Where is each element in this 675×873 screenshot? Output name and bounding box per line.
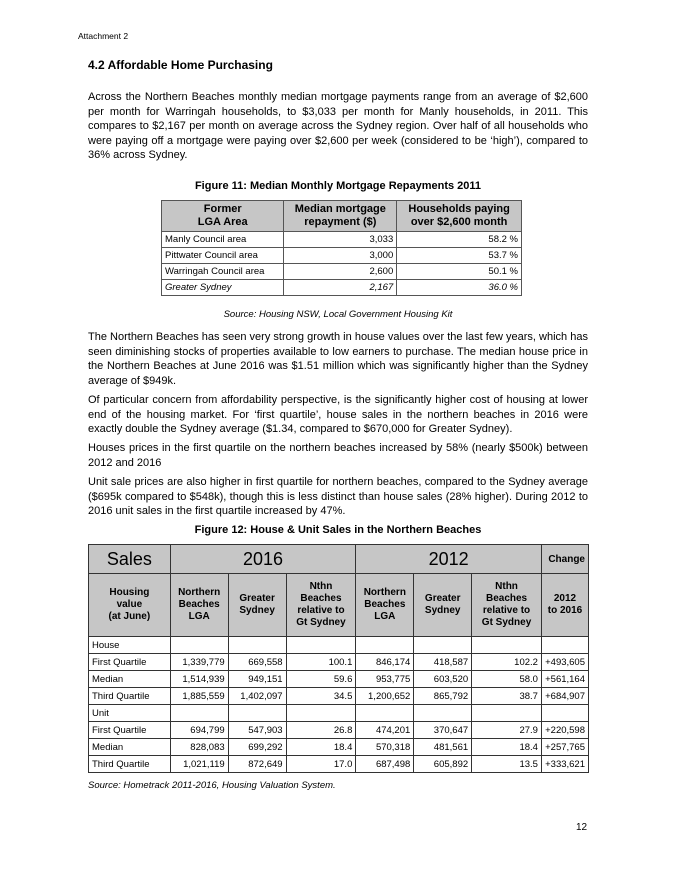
table-cell: 36.0 % [397,280,522,296]
sales-table [88,544,589,773]
table-cell [414,705,472,722]
table-cell [541,637,588,654]
year-2012-header: 2012 [356,545,542,574]
table-cell: 2,600 [284,264,397,280]
table-cell [170,637,228,654]
table-cell: 18.4 [286,739,356,756]
table-cell: 38.7 [472,688,542,705]
table-row [89,722,589,739]
table-cell: 474,201 [356,722,414,739]
table-cell: +493,605 [541,654,588,671]
table-row [89,705,589,722]
mortgage-table [161,200,522,296]
paragraph-mortgage: Across the Northern Beaches monthly median mortgage payments range from an average of $2,600 per month for Warringah households, to $3,033 per month for Manly households, in 2011. This compares to $2,167 per month on average across the Sydney region. Over half of all households who were paying off a mortgage were paying over $2,600 per week (considered to be ‘high’), compared to 36% across Sydney. [88,91,588,161]
table-cell: 18.4 [472,739,542,756]
table-cell: 53.7 % [397,248,522,264]
table-header-row [89,545,589,574]
table-row [162,248,522,264]
column-header: 2012 to 2016 [541,574,588,637]
table-cell: 547,903 [228,722,286,739]
table-cell: 1,200,652 [356,688,414,705]
table-cell: 699,292 [228,739,286,756]
attachment-label: Attachment 2 [78,31,129,41]
page-number: 12 [576,822,588,833]
row-label: First Quartile [89,654,171,671]
table-cell [356,705,414,722]
table-cell: 1,021,119 [170,756,228,773]
table-row [89,739,589,756]
table-cell: 1,402,097 [228,688,286,705]
row-label: Unit [89,705,171,722]
table-row [89,756,589,773]
column-header: Nthn Beaches relative to Gt Sydney [286,574,356,637]
table-cell: 58.2 % [397,232,522,248]
table-cell: 418,587 [414,654,472,671]
table-row [89,671,589,688]
table-cell: 570,318 [356,739,414,756]
figure12-source: Source: Hometrack 2011-2016, Housing Valuation System. [88,780,336,791]
table-cell: 50.1 % [397,264,522,280]
column-header: Greater Sydney [228,574,286,637]
row-label: Third Quartile [89,688,171,705]
row-label: Pittwater Council area [162,248,284,264]
table-cell: 100.1 [286,654,356,671]
table-cell [286,637,356,654]
table-cell: 953,775 [356,671,414,688]
table-cell: 865,792 [414,688,472,705]
table-row [162,232,522,248]
table-row [89,637,589,654]
table-cell: +561,164 [541,671,588,688]
table-cell [541,705,588,722]
table-cell [472,705,542,722]
figure11-title: Figure 11: Median Monthly Mortgage Repayments 2011 [194,180,482,192]
row-label: Warringah Council area [162,264,284,280]
table-cell: 3,033 [284,232,397,248]
table-cell: 1,339,779 [170,654,228,671]
table-cell: 102.2 [472,654,542,671]
column-header: Former LGA Area [162,201,284,232]
sales-header: Sales [89,545,171,574]
table-cell: 1,514,939 [170,671,228,688]
table-cell: 1,885,559 [170,688,228,705]
column-header: Nthn Beaches relative to Gt Sydney [472,574,542,637]
section-heading: 4.2 Affordable Home Purchasing [88,58,273,72]
paragraph-house-values: The Northern Beaches has seen very strong growth in house values over the last few years, which has seen diminishing stocks of properties available to low earners to purchase. The median house price in the Northern Beaches at June 2016 was $1.51 million which was significantly higher than the Sydney average of $949k. [88,331,588,387]
table-cell: 27.9 [472,722,542,739]
table-cell: 481,561 [414,739,472,756]
column-header: Median mortgage repayment ($) [284,201,397,232]
figure12-title: Figure 12: House & Unit Sales in the Northern Beaches [194,524,482,536]
table-cell: 687,498 [356,756,414,773]
table-row [162,280,522,296]
column-header: Northern Beaches LGA [170,574,228,637]
table-cell: 872,649 [228,756,286,773]
row-label: Median [89,739,171,756]
row-label: Median [89,671,171,688]
table-cell: 34.5 [286,688,356,705]
column-header: Housing value (at June) [89,574,171,637]
table-cell: 370,647 [414,722,472,739]
table-cell: 58.0 [472,671,542,688]
row-label: House [89,637,171,654]
table-cell: +257,765 [541,739,588,756]
change-header: Change [541,545,588,574]
table-cell: 846,174 [356,654,414,671]
column-header: Northern Beaches LGA [356,574,414,637]
table-cell [228,705,286,722]
paragraph-affordability: Of particular concern from affordability perspective, is the significantly higher cost of housing at lower end of the housing market. For ‘first quartile’, house sales in the northern beaches in 2016 were exactly double the Sydney average ($1.34, compared to $670,000 for Greater Sydney). [88,394,588,435]
table-cell [472,637,542,654]
table-cell: 605,892 [414,756,472,773]
table-cell: 669,558 [228,654,286,671]
table-cell [414,637,472,654]
row-label: Greater Sydney [162,280,284,296]
table-cell: 13.5 [472,756,542,773]
table-cell: 2,167 [284,280,397,296]
figure11-source: Source: Housing NSW, Local Government Housing Kit [223,309,453,320]
table-cell: 3,000 [284,248,397,264]
table-cell: 17.0 [286,756,356,773]
table-header-row [162,201,522,232]
table-cell: +220,598 [541,722,588,739]
table-cell: +333,621 [541,756,588,773]
table-cell [170,705,228,722]
table-cell: 949,151 [228,671,286,688]
table-subheader-row [89,574,589,637]
table-cell [286,705,356,722]
paragraph-unit-sales: Unit sale prices are also higher in first quartile for northern beaches, compared to the Sydney average ($695k compared to $548k), though this is less distinct than house sales (28% higher). During 2012 to 2016 unit sales in the first quartile increased by 47%. [88,476,588,517]
table-cell: 603,520 [414,671,472,688]
table-cell: 828,083 [170,739,228,756]
column-header: Households paying over $2,600 month [397,201,522,232]
table-cell: 26.8 [286,722,356,739]
table-row [162,264,522,280]
table-cell: 59.6 [286,671,356,688]
year-2016-header: 2016 [170,545,356,574]
row-label: First Quartile [89,722,171,739]
column-header: Greater Sydney [414,574,472,637]
table-cell: 694,799 [170,722,228,739]
table-cell [356,637,414,654]
row-label: Manly Council area [162,232,284,248]
table-cell: +684,907 [541,688,588,705]
paragraph-first-quartile: Houses prices in the first quartile on the northern beaches increased by 58% (nearly $500k) between 2012 and 2016 [88,442,588,469]
table-cell [228,637,286,654]
table-row [89,654,589,671]
row-label: Third Quartile [89,756,171,773]
table-row [89,688,589,705]
